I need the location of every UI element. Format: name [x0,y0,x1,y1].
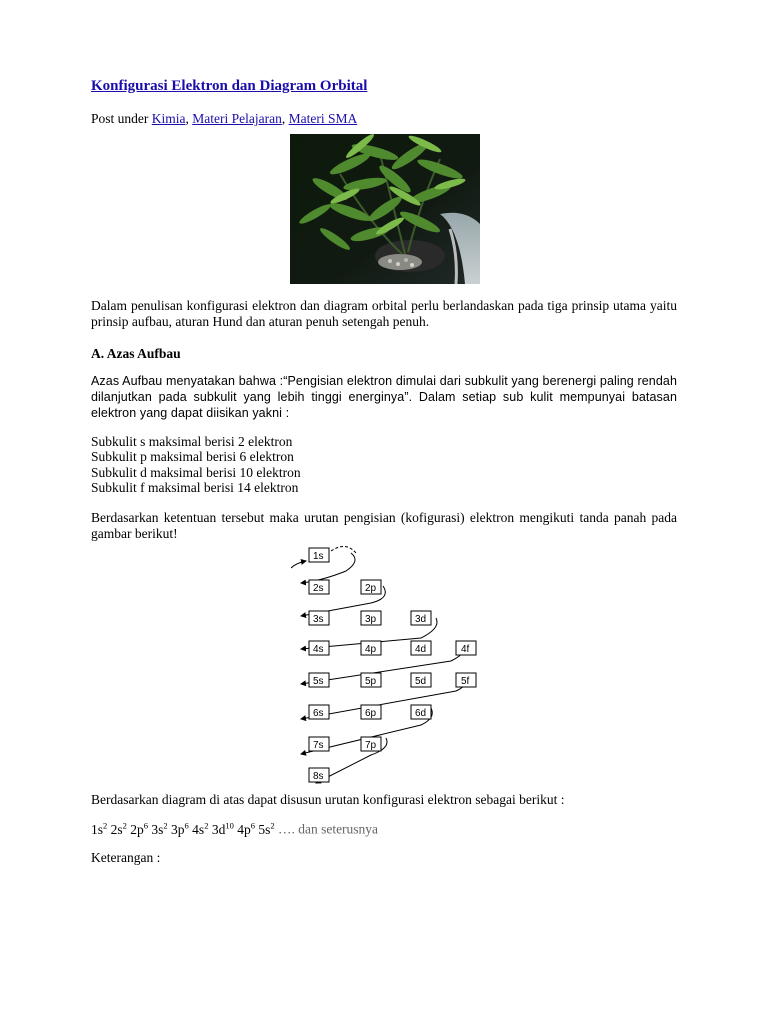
keterangan-label: Keterangan : [91,850,161,865]
list-item: Subkulit d maksimal berisi 10 elektron [91,464,301,480]
config-term-exponent: 2 [204,820,209,830]
config-term-base: 3p [171,821,185,837]
config-term-base: 3d [211,821,226,837]
post-under-prefix: Post under [91,111,152,126]
orbital-label: 3p [365,614,377,625]
orbital-label: 7p [365,740,377,751]
config-term [111,822,127,837]
config-term-base: 4p [237,821,251,837]
config-term-exponent: 6 [184,820,189,830]
config-term-base: 4s [192,821,205,837]
arrow-paragraph: Berdasarkan ketentuan tersebut maka urutan pengisian (kofigurasi) elektron mengikuti tanda panah pada gambar berikut! [91,510,677,541]
config-term [130,822,148,837]
orbital-label: 8s [313,771,324,782]
config-tail: …. dan seterusnya [277,821,379,837]
config-term [237,822,255,837]
orbital-label: 5d [415,676,427,687]
config-terms [91,822,278,837]
config-term [258,822,274,837]
orbital-label: 4s [313,644,324,655]
post-title-link[interactable]: Konfigurasi Elektron dan Diagram Orbital [91,78,368,94]
separator: , [281,111,289,126]
orbital-label: 1s [313,551,324,562]
orbital-label: 6s [313,708,324,719]
orbital-label: 2s [313,583,324,594]
config-term-base: 2s [110,821,123,837]
list-item: Subkulit f maksimal berisi 14 elektron [91,479,299,495]
aufbau-quote: Azas Aufbau menyatakan bahwa :“Pengisian elektron dimulai dari subkulit yang berenergi paling rendah dilanjutkan pada subkulit yang lebih tinggi energinya”. [91,374,677,404]
orbital-label: 7s [313,740,324,751]
config-term [212,822,234,837]
config-term-exponent: 2 [163,820,168,830]
config-term-base: 2p [130,821,144,837]
orbital-label: 3s [313,614,324,625]
config-term [192,822,208,837]
orbital-label: 6d [415,708,427,719]
config-term-exponent: 2 [270,820,275,830]
orbital-label: 6p [365,708,377,719]
category-link-kimia[interactable]: Kimia [151,111,186,126]
list-item: Subkulit s maksimal berisi 2 elektron [91,434,293,449]
category-link-materi-pelajaran[interactable]: Materi Pelajaran [192,111,282,126]
list-item: Subkulit p maksimal berisi 6 elektron [91,449,294,465]
after-diagram-paragraph: Berdasarkan diagram di atas dapat disusun urutan konfigurasi elektron sebagai berikut : [91,792,565,807]
orbital-label: 4f [461,644,470,655]
subkulit-list [91,434,301,495]
config-term-exponent: 6 [250,820,255,830]
orbital-label: 4d [415,644,427,655]
electron-configuration [91,820,378,838]
config-term-exponent: 2 [122,820,127,830]
aufbau-continuation: Dalam setiap sub kulit mempunyai batasan elektron yang dapat diisikan yakni : [91,390,677,420]
orbital-label: 4p [365,644,377,655]
orbital-label: 5s [313,676,324,687]
aufbau-diagram [291,543,491,788]
section-a-heading: A. Azas Aufbau [91,346,181,361]
config-term-exponent: 10 [225,820,234,830]
config-term [171,822,189,837]
plant-photo [290,134,480,284]
post-under-line [91,111,357,127]
category-link-materi-sma[interactable]: Materi SMA [288,111,358,126]
config-term-base: 3s [151,821,164,837]
orbital-label: 3d [415,614,427,625]
config-term [91,822,107,837]
orbital-label: 5p [365,676,377,687]
config-term [151,822,167,837]
orbital-label: 2p [365,583,377,594]
separator: , [185,111,193,126]
orbital-label: 5f [461,676,470,687]
aufbau-paragraph [91,373,677,421]
config-term-exponent: 6 [143,820,149,830]
intro-paragraph: Dalam penulisan konfigurasi elektron dan diagram orbital perlu berlandaskan pada tiga prinsip utama yaitu prinsip aufbau, aturan Hund dan aturan penuh setengah penuh. [91,298,677,329]
config-term-exponent: 2 [103,820,108,830]
config-term-base: 5s [258,821,271,837]
config-term-base: 1s [91,821,104,837]
